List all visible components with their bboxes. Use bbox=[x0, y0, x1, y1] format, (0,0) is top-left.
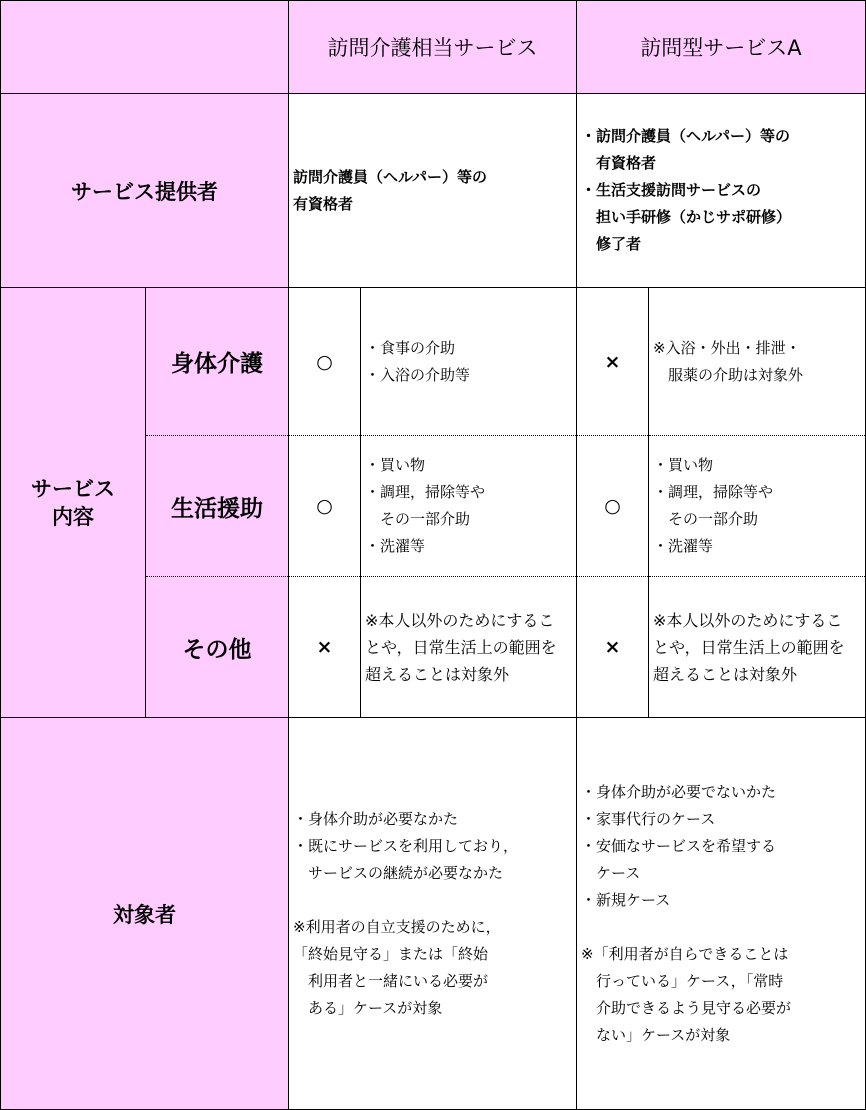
service-sub-label: その他 bbox=[146, 577, 289, 718]
target-line: 介助できるよう見守る必要が bbox=[596, 998, 792, 1017]
provider-col2-line: ・訪問介護員（ヘルパー）等の bbox=[581, 127, 790, 145]
service-col1-mark: × bbox=[289, 577, 361, 718]
detail-line: ※入浴・外出・排泄・ bbox=[653, 338, 801, 357]
service-col1-mark: ○ bbox=[289, 436, 361, 577]
service-col1-detail bbox=[361, 288, 577, 436]
provider-col1-line: 有資格者 bbox=[293, 194, 354, 213]
target-line: ケース bbox=[596, 863, 641, 882]
service-col2-detail bbox=[649, 288, 866, 436]
service-col2-mark: × bbox=[577, 288, 649, 436]
provider-col1-line: 訪問介護員（ヘルパー）等の bbox=[293, 167, 487, 186]
provider-col2-line: ・生活支援訪問サービスの bbox=[581, 181, 762, 199]
service-row-body-care bbox=[1, 288, 866, 436]
spacer bbox=[581, 914, 865, 941]
detail-line: ※本人以外のためにするこ bbox=[653, 610, 843, 630]
target-line: ・家事代行のケース bbox=[581, 809, 716, 828]
service-col2-mark: × bbox=[577, 577, 649, 718]
detail-line: ・洗濯等 bbox=[653, 537, 714, 555]
detail-line: とや，日常生活上の範囲を bbox=[365, 637, 557, 657]
detail-line: 服薬の介助は対象外 bbox=[668, 365, 804, 384]
provider-col1 bbox=[289, 94, 577, 288]
spacer bbox=[293, 887, 576, 914]
detail-line: ・買い物 bbox=[365, 456, 426, 474]
service-col1-detail bbox=[361, 436, 577, 577]
target-row bbox=[1, 718, 866, 1110]
provider-col2-line: 有資格者 bbox=[596, 154, 657, 172]
service-col2-mark: ○ bbox=[577, 436, 649, 577]
provider-col2 bbox=[577, 94, 866, 288]
detail-line: ・調理，掃除等や bbox=[653, 483, 774, 501]
target-col1 bbox=[289, 718, 577, 1110]
target-line: ある」ケースが対象 bbox=[308, 998, 443, 1017]
detail-line: その一部介助 bbox=[668, 510, 759, 528]
header-row bbox=[1, 1, 866, 94]
detail-line: ・買い物 bbox=[653, 456, 714, 474]
header-col2: 訪問型サービスA bbox=[577, 1, 866, 94]
service-label-line: サービス bbox=[31, 476, 115, 501]
target-line: 「終始見守る」または「終始 bbox=[293, 944, 489, 963]
target-line: ※利用者の自立支援のために， bbox=[293, 917, 501, 936]
target-label: 対象者 bbox=[1, 718, 289, 1110]
header-col1: 訪問介護相当サービス bbox=[289, 1, 577, 94]
service-col2-detail bbox=[649, 436, 866, 577]
service-col2-detail bbox=[649, 577, 866, 718]
provider-row bbox=[1, 94, 866, 288]
service-sub-label: 身体介護 bbox=[146, 288, 289, 436]
target-line: ※「利用者が自らできることは bbox=[581, 944, 789, 963]
service-label-line: 内容 bbox=[52, 504, 94, 529]
detail-line: 超えることは対象外 bbox=[365, 664, 510, 684]
service-sub-label: 生活援助 bbox=[146, 436, 289, 577]
target-line: 行っている」ケース，「常時 bbox=[596, 971, 784, 990]
target-line: ・身体介助が必要でないかた bbox=[581, 782, 777, 801]
service-label bbox=[1, 288, 146, 718]
detail-line: とや，日常生活上の範囲を bbox=[653, 637, 845, 657]
detail-line: ※本人以外のためにするこ bbox=[365, 610, 555, 630]
target-col2 bbox=[577, 718, 866, 1110]
detail-line: その一部介助 bbox=[380, 510, 471, 528]
target-line: サービスの継続が必要なかた bbox=[308, 863, 504, 882]
provider-col2-line: 担い手研修（かじサポ研修） bbox=[596, 208, 792, 226]
detail-line: ・洗濯等 bbox=[365, 537, 426, 555]
provider-label: サービス提供者 bbox=[1, 94, 289, 288]
target-line: ・身体介助が必要なかた bbox=[293, 809, 459, 828]
detail-line: 超えることは対象外 bbox=[653, 664, 798, 684]
service-col1-mark: ○ bbox=[289, 288, 361, 436]
target-line: 利用者と一緒にいる必要が bbox=[308, 971, 489, 990]
target-line: ・新規ケース bbox=[581, 890, 671, 909]
detail-line: ・調理，掃除等や bbox=[365, 483, 486, 501]
target-line: ・既にサービスを利用しており， bbox=[293, 836, 519, 855]
service-col1-detail bbox=[361, 577, 577, 718]
header-blank-cell bbox=[1, 1, 289, 94]
provider-col2-line: 修了者 bbox=[596, 235, 642, 253]
detail-line: ・入浴の介助等 bbox=[365, 365, 471, 384]
target-line: ・安価なサービスを希望する bbox=[581, 836, 777, 855]
detail-line: ・食事の介助 bbox=[365, 338, 456, 357]
target-line: ない」ケースが対象 bbox=[596, 1025, 731, 1044]
